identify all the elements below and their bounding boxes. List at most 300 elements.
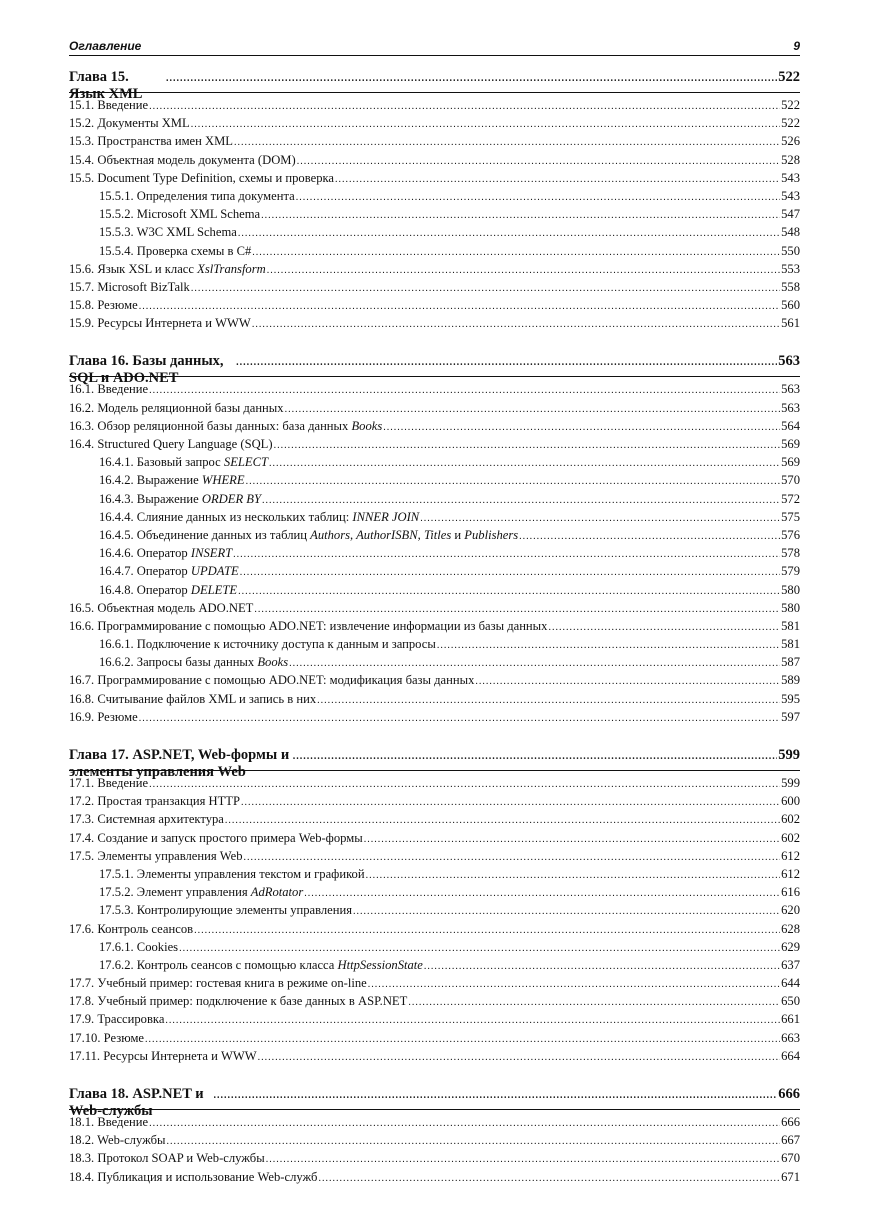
entry-title: Оператор bbox=[136, 582, 191, 597]
toc-subentry[interactable] bbox=[69, 867, 800, 885]
entry-text bbox=[99, 958, 423, 973]
dot-leader bbox=[145, 1034, 780, 1045]
toc-entry[interactable] bbox=[69, 171, 800, 189]
entry-italic-term: Publishers bbox=[464, 527, 519, 542]
entry-page-number: 637 bbox=[781, 957, 800, 972]
toc-entry[interactable] bbox=[69, 849, 800, 867]
entry-title: Ресурсы Интернета и WWW bbox=[97, 316, 251, 331]
toc-entry[interactable] bbox=[69, 1151, 800, 1169]
chapter-title: Глава 18. ASP.NET и Web-службы bbox=[69, 1086, 204, 1119]
entry-number: 16.3. bbox=[69, 418, 95, 433]
entry-title: Базовый запрос bbox=[136, 455, 224, 470]
toc-subentry[interactable] bbox=[69, 473, 800, 491]
entry-page-number: 558 bbox=[781, 279, 800, 294]
entry-text bbox=[69, 134, 233, 149]
entry-title: Объединение данных из таблиц bbox=[136, 527, 311, 542]
entry-number: 16.4.6. bbox=[99, 546, 134, 561]
toc-entry[interactable] bbox=[69, 1133, 800, 1151]
entry-page-number: 581 bbox=[781, 637, 800, 652]
running-header-title: Оглавление bbox=[69, 39, 142, 53]
entry-page-number: 602 bbox=[781, 812, 800, 827]
entry-text bbox=[99, 885, 303, 900]
entry-number: 16.4.5. bbox=[99, 527, 134, 542]
entry-italic-term: Books bbox=[257, 655, 289, 670]
toc-subentry[interactable] bbox=[69, 885, 800, 903]
dot-leader bbox=[318, 1173, 780, 1184]
entry-number: 17.4. bbox=[69, 830, 95, 845]
entry-text bbox=[99, 510, 419, 525]
entry-text bbox=[69, 601, 253, 616]
entry-number: 17.6.1. bbox=[99, 939, 134, 954]
dot-leader bbox=[420, 513, 780, 524]
dot-leader bbox=[179, 943, 780, 954]
toc-subentry[interactable] bbox=[69, 528, 800, 546]
entry-text bbox=[99, 455, 268, 470]
entry-title: Язык XSL и класс bbox=[97, 261, 198, 276]
dot-leader bbox=[234, 137, 780, 148]
entry-page-number: 616 bbox=[781, 885, 800, 900]
dot-leader bbox=[194, 925, 780, 936]
entry-title: Введение bbox=[97, 98, 149, 112]
entry-page-number: 560 bbox=[781, 298, 800, 313]
entry-page-number: 561 bbox=[781, 316, 800, 331]
entry-text bbox=[99, 546, 232, 561]
entry-page-number: 575 bbox=[781, 509, 800, 524]
entry-title: Контролирующие элементы управления bbox=[136, 903, 353, 918]
entry-title: Трассировка bbox=[97, 1012, 165, 1027]
chapter-section bbox=[69, 341, 800, 728]
entry-page-number: 543 bbox=[781, 170, 800, 185]
entry-title: Web-службы bbox=[97, 1133, 166, 1148]
toc-subentry[interactable] bbox=[69, 244, 800, 262]
dot-leader bbox=[274, 440, 781, 451]
entry-text bbox=[69, 1133, 165, 1148]
entry-page-number: 663 bbox=[781, 1030, 800, 1045]
entry-page-number: 543 bbox=[781, 188, 800, 203]
entry-number: 17.11. bbox=[69, 1048, 101, 1063]
toc-entry[interactable] bbox=[69, 619, 800, 637]
chapter-heading[interactable] bbox=[69, 63, 800, 102]
entry-number: 16.4.2. bbox=[99, 473, 134, 488]
entry-text bbox=[99, 225, 237, 240]
entry-page-number: 629 bbox=[781, 939, 800, 954]
entry-text bbox=[69, 153, 296, 168]
toc-subentry[interactable] bbox=[69, 583, 800, 601]
toc-subentry[interactable] bbox=[69, 189, 800, 207]
entry-title: Учебный пример: гостевая книга в режиме on-line bbox=[97, 976, 367, 991]
entry-title: Контроль сеансов bbox=[97, 921, 194, 936]
entry-page-number: 670 bbox=[781, 1151, 800, 1166]
entry-text bbox=[69, 401, 284, 416]
chapter-section bbox=[69, 1074, 800, 1188]
toc-subentry[interactable] bbox=[69, 546, 800, 564]
entry-page-number: 620 bbox=[781, 903, 800, 918]
entry-title: Введение bbox=[97, 1115, 149, 1129]
toc-entry[interactable] bbox=[69, 776, 800, 794]
entry-text bbox=[69, 710, 138, 725]
dot-leader bbox=[269, 458, 780, 469]
dot-leader bbox=[233, 549, 780, 560]
entry-text bbox=[99, 473, 245, 488]
entry-text bbox=[99, 903, 352, 918]
entry-text bbox=[99, 244, 251, 259]
entry-text bbox=[69, 1031, 144, 1046]
chapter-heading[interactable] bbox=[69, 341, 800, 387]
toc-subentry[interactable] bbox=[69, 903, 800, 921]
entry-text bbox=[69, 1012, 164, 1027]
toc-entry[interactable] bbox=[69, 1049, 800, 1067]
chapter-page-number: 599 bbox=[778, 747, 800, 763]
entry-number: 17.5. bbox=[69, 848, 95, 863]
entry-page-number: 587 bbox=[781, 655, 800, 670]
dot-leader bbox=[149, 1118, 780, 1129]
entry-text bbox=[69, 1170, 317, 1185]
dot-leader bbox=[366, 870, 781, 881]
entry-italic-term: ORDER BY bbox=[201, 491, 262, 506]
entry-number: 17.5.3. bbox=[99, 903, 134, 918]
dot-leader bbox=[408, 997, 780, 1008]
entry-text bbox=[69, 262, 266, 277]
dot-leader bbox=[139, 301, 780, 312]
toc-entry[interactable] bbox=[69, 812, 800, 830]
toc-entry[interactable] bbox=[69, 153, 800, 171]
entry-number: 16.6.1. bbox=[99, 637, 134, 652]
toc-entry[interactable] bbox=[69, 401, 800, 419]
entry-title: Cookies bbox=[136, 939, 179, 954]
entry-page-number: 576 bbox=[781, 527, 800, 542]
entry-text bbox=[69, 116, 190, 131]
entry-text bbox=[69, 382, 148, 397]
dot-leader bbox=[293, 751, 778, 762]
entry-title: Оператор bbox=[136, 564, 191, 579]
entry-page-number: 600 bbox=[781, 794, 800, 809]
entry-page-number: 580 bbox=[781, 600, 800, 615]
dot-leader bbox=[297, 156, 780, 167]
entry-number: 15.1. bbox=[69, 98, 95, 112]
entry-number: 17.5.2. bbox=[99, 885, 134, 900]
toc-subentry[interactable] bbox=[69, 940, 800, 958]
toc-entry[interactable] bbox=[69, 134, 800, 152]
entry-title: Выражение bbox=[136, 491, 202, 506]
entry-title: Подключение к источнику доступа к данным и запросы bbox=[136, 637, 436, 652]
entry-italic-term: HttpSessionState bbox=[337, 957, 423, 972]
dot-leader bbox=[191, 119, 780, 130]
dot-leader bbox=[289, 658, 780, 669]
entry-italic-term: SELECT bbox=[223, 455, 268, 470]
entry-title: Считывание файлов XML и запись в них bbox=[97, 691, 317, 706]
entry-number: 15.2. bbox=[69, 116, 95, 131]
entry-title: Microsoft XML Schema bbox=[136, 207, 261, 222]
entry-page-number: 612 bbox=[781, 866, 800, 881]
entry-title: Пространства имен XML bbox=[97, 134, 234, 149]
dot-leader bbox=[548, 622, 780, 633]
toc-entry[interactable] bbox=[69, 1170, 800, 1188]
toc-entry[interactable] bbox=[69, 692, 800, 710]
entry-title: Элементы управления Web bbox=[97, 848, 243, 863]
entry-number: 17.10. bbox=[69, 1030, 101, 1045]
toc-subentry[interactable] bbox=[69, 510, 800, 528]
toc-entry[interactable] bbox=[69, 1012, 800, 1030]
entry-page-number: 569 bbox=[781, 455, 800, 470]
entry-number: 17.6.2. bbox=[99, 957, 134, 972]
entry-italic-term: AdRotator bbox=[250, 885, 304, 900]
entry-number: 17.8. bbox=[69, 994, 95, 1009]
entry-number: 17.6. bbox=[69, 921, 95, 936]
dot-leader bbox=[317, 695, 780, 706]
chapter-heading[interactable] bbox=[69, 735, 800, 780]
entry-title: Обзор реляционной базы данных: база данных bbox=[97, 418, 352, 433]
entry-number: 16.6.2. bbox=[99, 655, 134, 670]
toc-entry[interactable] bbox=[69, 116, 800, 134]
table-of-contents bbox=[69, 63, 800, 1188]
dot-leader bbox=[241, 797, 780, 808]
chapter-section bbox=[69, 63, 800, 334]
entry-page-number: 667 bbox=[781, 1133, 800, 1148]
entry-text bbox=[99, 583, 237, 598]
entry-page-number: 522 bbox=[781, 116, 800, 131]
dot-leader bbox=[254, 604, 780, 615]
entry-page-number: 599 bbox=[781, 776, 800, 790]
entry-page-number: 570 bbox=[781, 473, 800, 488]
entry-title: Документы XML bbox=[97, 116, 190, 131]
entry-title: Элементы управления текстом и графикой bbox=[136, 866, 365, 881]
entry-italic-term: Books bbox=[351, 418, 383, 433]
entry-number: 15.9. bbox=[69, 316, 95, 331]
dot-leader bbox=[285, 404, 781, 415]
entry-text bbox=[99, 940, 178, 955]
entry-title: Резюме bbox=[97, 709, 138, 724]
dot-leader bbox=[353, 906, 780, 917]
entry-page-number: 522 bbox=[781, 98, 800, 112]
dot-leader bbox=[304, 888, 780, 899]
toc-subentry[interactable] bbox=[69, 637, 800, 655]
entry-page-number: 589 bbox=[781, 673, 800, 688]
chapter-section bbox=[69, 735, 800, 1067]
running-header bbox=[69, 36, 800, 56]
entry-number: 15.3. bbox=[69, 134, 95, 149]
entry-text bbox=[69, 794, 240, 809]
entry-title: Контроль сеансов с помощью класса bbox=[136, 957, 338, 972]
entry-title: Резюме bbox=[103, 1030, 144, 1045]
toc-subentry[interactable] bbox=[69, 225, 800, 243]
dot-leader bbox=[238, 228, 780, 239]
entry-number: 15.7. bbox=[69, 279, 95, 294]
entry-number: 16.4.1. bbox=[99, 455, 134, 470]
entry-title: Microsoft BizTalk bbox=[97, 279, 190, 294]
entry-title: Программирование с помощью ADO.NET: извлечение информации из базы данных bbox=[97, 618, 548, 633]
toc-entry[interactable] bbox=[69, 98, 800, 116]
dot-leader bbox=[252, 247, 780, 258]
dot-leader bbox=[296, 192, 780, 203]
entry-text bbox=[69, 673, 474, 688]
entry-italic-term: XslTransform bbox=[197, 261, 266, 276]
toc-entry[interactable] bbox=[69, 1115, 800, 1133]
entry-number: 17.5.1. bbox=[99, 866, 134, 881]
entry-text bbox=[69, 831, 363, 846]
entry-title: Проверка схемы в C# bbox=[136, 243, 252, 258]
toc-page bbox=[69, 36, 800, 1188]
entry-list bbox=[69, 1115, 800, 1188]
dot-leader bbox=[258, 1052, 780, 1063]
entry-number: 18.3. bbox=[69, 1151, 95, 1166]
toc-entry[interactable] bbox=[69, 1031, 800, 1049]
entry-number: 18.4. bbox=[69, 1169, 95, 1184]
toc-entry[interactable] bbox=[69, 831, 800, 849]
dot-leader bbox=[475, 676, 780, 687]
toc-entry[interactable] bbox=[69, 298, 800, 316]
entry-page-number: 578 bbox=[781, 546, 800, 561]
chapter-heading[interactable] bbox=[69, 1074, 800, 1119]
entry-number: 16.4.7. bbox=[99, 564, 134, 579]
dot-leader bbox=[225, 815, 780, 826]
toc-entry[interactable] bbox=[69, 316, 800, 334]
entry-page-number: 650 bbox=[781, 994, 800, 1009]
entry-page-number: 563 bbox=[781, 400, 800, 415]
toc-entry[interactable] bbox=[69, 382, 800, 400]
entry-title: Определения типа документа bbox=[136, 188, 295, 203]
entry-page-number: 644 bbox=[781, 976, 800, 991]
toc-subentry[interactable] bbox=[69, 564, 800, 582]
entry-text bbox=[99, 564, 239, 579]
dot-leader bbox=[244, 852, 781, 863]
toc-entry[interactable] bbox=[69, 922, 800, 940]
entry-title: Модель реляционной базы данных bbox=[97, 400, 284, 415]
dot-leader bbox=[191, 283, 780, 294]
dot-leader bbox=[149, 101, 780, 112]
toc-subentry[interactable] bbox=[69, 655, 800, 673]
entry-page-number: 569 bbox=[781, 437, 800, 451]
toc-entry[interactable] bbox=[69, 437, 800, 455]
entry-title: Выражение bbox=[136, 473, 202, 488]
toc-subentry[interactable] bbox=[69, 207, 800, 225]
toc-entry[interactable] bbox=[69, 710, 800, 728]
entry-page-number: 612 bbox=[781, 848, 800, 863]
entry-number: 18.1. bbox=[69, 1115, 95, 1129]
dot-leader bbox=[364, 834, 780, 845]
toc-entry[interactable] bbox=[69, 280, 800, 298]
entry-text bbox=[69, 419, 382, 434]
entry-title: Document Type Definition, схемы и проверка bbox=[97, 170, 335, 185]
chapter-title: Глава 16. Базы данных, SQL и ADO.NET bbox=[69, 353, 224, 387]
entry-number: 15.5.3. bbox=[99, 225, 134, 240]
entry-title: Ресурсы Интернета и WWW bbox=[103, 1048, 257, 1063]
dot-leader bbox=[149, 779, 780, 790]
entry-text bbox=[69, 994, 407, 1009]
entry-title: Слияние данных из нескольких таблиц: bbox=[136, 509, 353, 524]
dot-leader bbox=[166, 73, 777, 84]
toc-entry[interactable] bbox=[69, 262, 800, 280]
dot-leader bbox=[139, 713, 780, 724]
dot-leader bbox=[368, 979, 780, 990]
entry-number: 16.7. bbox=[69, 673, 95, 688]
entry-page-number: 595 bbox=[781, 691, 800, 706]
dot-leader bbox=[261, 210, 780, 221]
toc-entry[interactable] bbox=[69, 976, 800, 994]
entry-text bbox=[69, 1151, 265, 1166]
entry-page-number: 581 bbox=[781, 618, 800, 633]
dot-leader bbox=[267, 265, 780, 276]
chapter-page-number: 666 bbox=[778, 1086, 800, 1102]
dot-leader bbox=[149, 385, 780, 396]
entry-text bbox=[69, 98, 148, 113]
dot-leader bbox=[424, 961, 780, 972]
toc-entry[interactable] bbox=[69, 994, 800, 1012]
entry-page-number: 572 bbox=[781, 491, 800, 506]
entry-page-number: 548 bbox=[781, 225, 800, 240]
running-header-page-number: 9 bbox=[793, 39, 800, 53]
entry-number: 16.1. bbox=[69, 382, 95, 397]
entry-page-number: 550 bbox=[781, 243, 800, 258]
toc-entry[interactable] bbox=[69, 601, 800, 619]
toc-subentry[interactable] bbox=[69, 958, 800, 976]
entry-title: Объектная модель документа (DOM) bbox=[97, 152, 296, 167]
entry-italic-term: INSERT bbox=[190, 546, 233, 561]
entry-title: Учебный пример: подключение к базе данных в ASP.NET bbox=[97, 994, 408, 1009]
entry-text bbox=[99, 189, 295, 204]
entry-number: 16.9. bbox=[69, 709, 95, 724]
entry-number: 17.7. bbox=[69, 976, 95, 991]
dot-leader bbox=[437, 640, 780, 651]
entry-text bbox=[69, 437, 273, 452]
toc-entry[interactable] bbox=[69, 794, 800, 812]
dot-leader bbox=[240, 567, 780, 578]
entry-title: Введение bbox=[97, 776, 149, 790]
entry-italic-term: WHERE bbox=[201, 473, 245, 488]
entry-page-number: 664 bbox=[781, 1048, 800, 1063]
entry-number: 16.6. bbox=[69, 618, 95, 633]
entry-number: 16.4.8. bbox=[99, 582, 134, 597]
dot-leader bbox=[214, 1090, 778, 1101]
entry-text bbox=[99, 867, 365, 882]
entry-text bbox=[69, 922, 193, 937]
entry-number: 16.4. bbox=[69, 437, 95, 451]
entry-page-number: 597 bbox=[781, 709, 800, 724]
toc-entry[interactable] bbox=[69, 419, 800, 437]
entry-title: Протокол SOAP и Web-службы bbox=[97, 1151, 265, 1166]
entry-title: Structured Query Language (SQL) bbox=[97, 437, 273, 451]
dot-leader bbox=[166, 1136, 780, 1147]
entry-title: Программирование с помощью ADO.NET: модификация базы данных bbox=[97, 673, 475, 688]
entry-number: 15.8. bbox=[69, 298, 95, 313]
dot-leader bbox=[262, 495, 780, 506]
dot-leader bbox=[335, 174, 780, 185]
entry-text bbox=[69, 976, 367, 991]
entry-text bbox=[69, 692, 316, 707]
entry-italic-term: INNER JOIN bbox=[352, 509, 420, 524]
entry-number: 16.4.3. bbox=[99, 491, 134, 506]
entry-text bbox=[69, 776, 148, 791]
toc-entry[interactable] bbox=[69, 673, 800, 691]
entry-number: 17.2. bbox=[69, 794, 95, 809]
entry-text bbox=[69, 298, 138, 313]
dot-leader bbox=[165, 1015, 780, 1026]
entry-text bbox=[99, 492, 261, 507]
entry-text bbox=[69, 1115, 148, 1130]
toc-subentry[interactable] bbox=[69, 455, 800, 473]
entry-page-number: 563 bbox=[781, 382, 800, 397]
entry-title: Оператор bbox=[136, 546, 191, 561]
chapter-page-number: 563 bbox=[778, 353, 800, 370]
entry-text bbox=[69, 316, 251, 331]
entry-page-number: 564 bbox=[781, 418, 800, 433]
entry-number: 15.5. bbox=[69, 170, 95, 185]
dot-leader bbox=[383, 422, 780, 433]
chapter-title: Глава 15. Язык XML bbox=[69, 69, 143, 102]
entry-page-number: 666 bbox=[781, 1115, 800, 1129]
dot-leader bbox=[519, 531, 780, 542]
entry-text bbox=[69, 849, 243, 864]
toc-subentry[interactable] bbox=[69, 492, 800, 510]
